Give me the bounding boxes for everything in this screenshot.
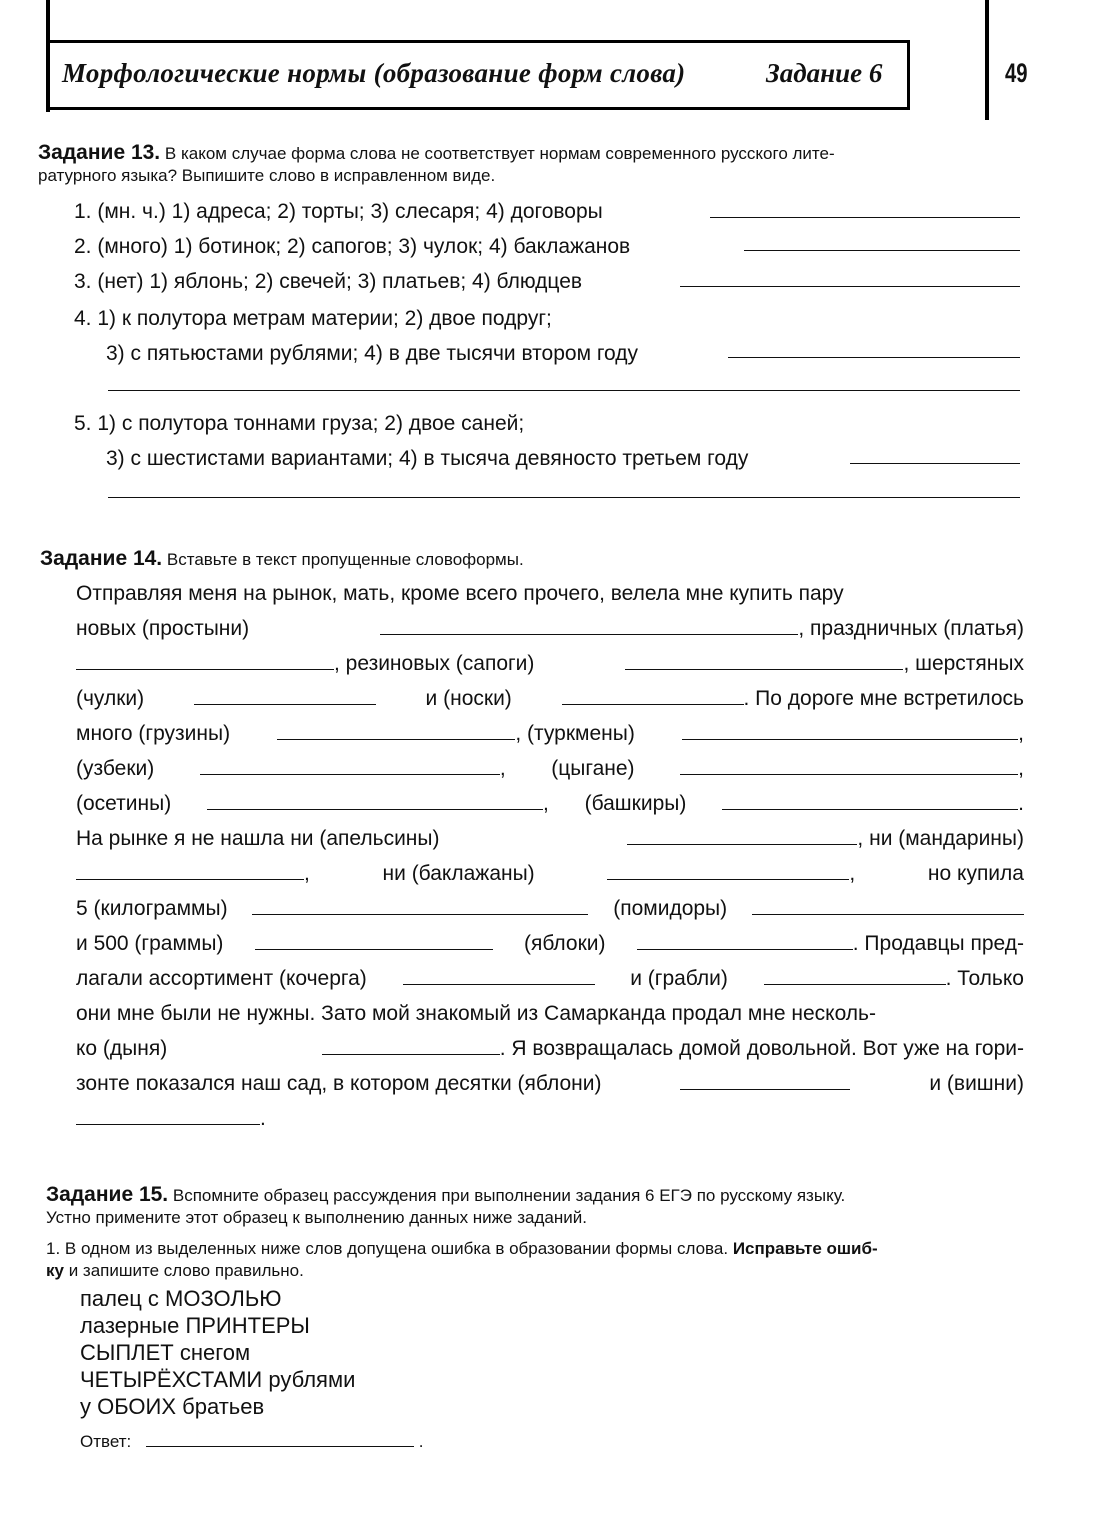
answer-blank[interactable]	[682, 725, 1018, 740]
answer-blank[interactable]	[277, 725, 515, 740]
text-fragment: ко (дыня)	[76, 1037, 168, 1060]
task13-item-4b-text: 3) с пятьюстами рублями; 4) в две тысячи втором году	[106, 342, 639, 365]
text-fragment: они мне были не нужны. Зато мой знакомый из Самарканда продал мне несколь-	[76, 1002, 876, 1025]
task13-item-1-text: 1. (мн. ч.) 1) адреса; 2) торты; 3) слесаря; 4) договоры	[74, 200, 603, 223]
text-fragment: . Продавцы пред-	[852, 932, 1024, 955]
task15-heading	[46, 1184, 1036, 1229]
text-fragment: ,	[499, 757, 506, 780]
answer-label: Ответ:	[80, 1432, 132, 1451]
text-fragment: лагали ассортимент (кочерга)	[76, 967, 367, 990]
task15-instruction-1: Вспомните образец рассуждения при выполнении задания 6 ЕГЭ по русскому языку.	[172, 1186, 846, 1205]
answer-blank[interactable]	[752, 900, 1024, 915]
task15-title: Задание 15.	[46, 1183, 169, 1206]
paragraph-line	[76, 582, 1024, 617]
text-fragment: .	[1018, 792, 1024, 815]
answer-row	[80, 1432, 423, 1452]
question-text: и запишите слово правильно.	[68, 1261, 304, 1280]
text-fragment: На рынке я не нашла ни (апельсины)	[76, 827, 440, 850]
question-bold-text: Исправьте ошиб-	[732, 1239, 878, 1258]
task13-item-5a-text: 5. 1) с полутора тоннами груза; 2) двое саней;	[74, 412, 525, 435]
paragraph-line	[76, 862, 1024, 897]
section-title: Морфологические нормы (образование форм слова)	[62, 58, 686, 88]
text-fragment: . По дороге мне встретилось	[743, 687, 1024, 710]
text-fragment: и 500 (граммы)	[76, 932, 224, 955]
task15-question-1	[46, 1238, 1036, 1282]
answer-blank[interactable]	[637, 935, 853, 950]
answer-blank[interactable]	[255, 935, 493, 950]
answer-blank[interactable]	[607, 865, 849, 880]
task14-instruction: Вставьте в текст пропущенные словоформы.	[166, 550, 524, 569]
task14-paragraph	[76, 582, 1024, 1142]
task13-item-2-text: 2. (много) 1) ботинок; 2) сапогов; 3) чулок; 4) баклажанов	[74, 235, 631, 258]
answer-blank[interactable]	[625, 655, 903, 670]
paragraph-line	[76, 757, 1024, 792]
text-fragment: ,	[1018, 722, 1024, 745]
text-fragment: (помидоры)	[613, 897, 728, 920]
text-fragment: ,	[304, 862, 310, 885]
task13-item-4b	[106, 342, 638, 366]
task13-heading	[38, 142, 1028, 187]
task14-heading	[40, 548, 524, 571]
text-fragment: , (туркмены)	[515, 722, 635, 745]
text-fragment: (цыгане)	[551, 757, 635, 780]
answer-blank[interactable]	[380, 620, 798, 635]
text-fragment: 5 (килограммы)	[76, 897, 228, 920]
text-fragment: ,	[849, 862, 856, 885]
question-text: 1. В одном из выделенных ниже слов допущена ошибка в образовании формы слова.	[46, 1239, 729, 1258]
task13-item-4a-text: 4. 1) к полутора метрам материи; 2) двое подруг;	[74, 307, 552, 330]
text-fragment: , резиновых (сапоги)	[334, 652, 535, 675]
answer-line[interactable]	[108, 497, 1020, 498]
text-fragment: но купила	[927, 862, 1024, 885]
paragraph-line	[76, 1072, 1024, 1107]
text-fragment: , праздничных (платья)	[798, 617, 1024, 640]
answer-line[interactable]	[744, 250, 1020, 251]
answer-blank[interactable]	[403, 970, 595, 985]
text-fragment: и (носки)	[425, 687, 512, 710]
answer-blank[interactable]	[722, 795, 1018, 810]
task13-item-3	[74, 270, 582, 294]
text-fragment: . Только	[945, 967, 1024, 990]
answer-blank[interactable]	[562, 690, 744, 705]
paragraph-line	[76, 687, 1024, 722]
task15-instruction-2: Устно примените этот образец к выполнению данных ниже заданий.	[46, 1208, 587, 1227]
answer-line[interactable]	[680, 286, 1020, 287]
task13-item-5a	[74, 412, 524, 436]
paragraph-line	[76, 1107, 1024, 1142]
text-fragment: (узбеки)	[76, 757, 155, 780]
task13-item-1	[74, 200, 603, 224]
word-list	[80, 1285, 355, 1420]
text-fragment: много (грузины)	[76, 722, 231, 745]
text-fragment: .	[260, 1107, 266, 1130]
task14-title: Задание 14.	[40, 547, 163, 570]
answer-line[interactable]	[728, 357, 1020, 358]
paragraph-line	[76, 967, 1024, 1002]
answer-blank[interactable]	[764, 970, 946, 985]
word-item: ЧЕТЫРЁХСТАМИ рублями	[80, 1367, 356, 1392]
task13-item-2	[74, 235, 630, 259]
text-fragment: зонте показался наш сад, в котором десятки (яблони)	[76, 1072, 602, 1095]
word-item: СЫПЛЕТ снегом	[80, 1340, 251, 1365]
answer-line[interactable]	[108, 390, 1020, 391]
text-fragment: , шерстяных	[903, 652, 1024, 675]
paragraph-line	[76, 792, 1024, 827]
answer-blank[interactable]	[194, 690, 376, 705]
task13-item-3-text: 3. (нет) 1) яблонь; 2) свечей; 3) платьев; 4) блюдцев	[74, 270, 583, 293]
answer-blank[interactable]	[627, 830, 857, 845]
answer-blank[interactable]	[200, 760, 500, 775]
text-fragment: (осетины)	[76, 792, 172, 815]
paragraph-line	[76, 1037, 1024, 1072]
task13-title: Задание 13.	[38, 141, 161, 164]
text-fragment: (чулки)	[76, 687, 145, 710]
text-fragment: Отправляя меня на рынок, мать, кроме всего прочего, велела мне купить пару	[76, 582, 844, 605]
text-fragment: . Я возвращалась домой довольной. Вот уже на гори-	[499, 1037, 1024, 1060]
paragraph-line	[76, 1002, 1024, 1037]
task13-item-4a	[74, 307, 552, 331]
page-number: 49	[1005, 58, 1028, 88]
answer-input-line[interactable]	[146, 1432, 414, 1447]
text-fragment: ,	[542, 792, 549, 815]
paragraph-line	[76, 897, 1024, 932]
word-item: у ОБОИХ братьев	[80, 1394, 265, 1419]
text-fragment: ни (баклажаны)	[382, 862, 535, 885]
text-fragment: новых (простыни)	[76, 617, 250, 640]
header-task-label: Задание 6	[766, 58, 883, 88]
answer-blank[interactable]	[322, 1040, 500, 1055]
answer-blank[interactable]	[252, 900, 588, 915]
answer-line[interactable]	[850, 463, 1020, 464]
paragraph-line	[76, 722, 1024, 757]
paragraph-line	[76, 617, 1024, 652]
answer-line[interactable]	[710, 217, 1020, 218]
text-fragment: , ни (мандарины)	[857, 827, 1024, 850]
answer-blank[interactable]	[76, 865, 304, 880]
task13-item-5b	[106, 447, 748, 471]
right-border-line	[985, 0, 989, 120]
answer-blank[interactable]	[76, 655, 334, 670]
text-fragment: и (вишни)	[929, 1072, 1024, 1095]
answer-blank[interactable]	[76, 1110, 260, 1125]
text-fragment: (яблоки)	[523, 932, 606, 955]
answer-blank[interactable]	[680, 1075, 850, 1090]
paragraph-line	[76, 827, 1024, 862]
answer-end: .	[418, 1432, 424, 1451]
word-item: лазерные ПРИНТЕРЫ	[80, 1313, 310, 1338]
task13-instruction-2: ратурного языка? Выпишите слово в исправленном виде.	[38, 166, 496, 185]
paragraph-line	[76, 932, 1024, 967]
text-fragment: (башкиры)	[584, 792, 687, 815]
text-fragment: и (грабли)	[630, 967, 728, 990]
question-bold-text: ку	[46, 1261, 64, 1280]
answer-blank[interactable]	[680, 760, 1018, 775]
text-fragment: ,	[1018, 757, 1024, 780]
task13-item-5b-text: 3) с шестистами вариантами; 4) в тысяча девяносто третьем году	[106, 447, 749, 470]
word-item: палец с МОЗОЛЬЮ	[80, 1286, 282, 1311]
task13-instruction-1: В каком случае форма слова не соответствует нормам современного русского лите-	[164, 144, 835, 163]
answer-blank[interactable]	[207, 795, 543, 810]
paragraph-line	[76, 652, 1024, 687]
